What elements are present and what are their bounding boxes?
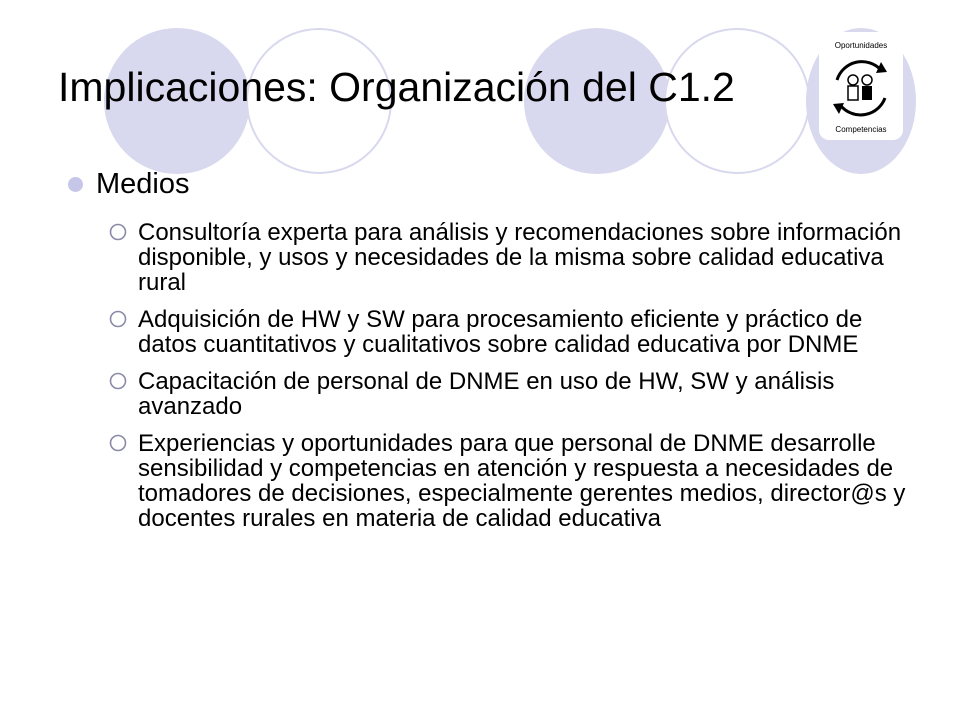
list-item-text: Adquisición de HW y SW para procesamiento eficiente y práctico de datos cuantitativos y cualitativos sobre calidad educativa por DNME (138, 306, 863, 358)
list-item-text: Capacitación de personal de DNME en uso de HW, SW y análisis avanzado (138, 368, 835, 420)
list-item-text: Consultoría experta para análisis y recomendaciones sobre información disponible, y usos y necesidades de la misma sobre calidad educativa rural (138, 219, 902, 296)
section-label: Medios (96, 168, 190, 200)
section-heading (96, 168, 190, 201)
list-item (108, 220, 908, 295)
list-item (108, 431, 908, 531)
ring-bullet-icon (108, 222, 128, 242)
list-item (108, 307, 908, 357)
list-item (108, 369, 908, 419)
logo-top-text: Oportunidades (834, 41, 888, 50)
slide-title: Implicaciones: Organización del C1.2 (58, 64, 735, 110)
bullet-dot-icon (68, 177, 83, 192)
people-cycle-logo (819, 32, 903, 140)
bullet-list (108, 220, 908, 543)
logo-bottom-text: Competencias (835, 125, 887, 134)
list-item-text: Experiencias y oportunidades para que personal de DNME desarrolle sensibilidad y competencias en atención y respuesta a necesidades de tomadores de decisiones, especialmente gerentes medios, director@s y docentes rurales en materia de calidad educativa (138, 430, 906, 532)
ring-bullet-icon (108, 371, 128, 391)
ring-bullet-icon (108, 309, 128, 329)
ring-bullet-icon (108, 433, 128, 453)
